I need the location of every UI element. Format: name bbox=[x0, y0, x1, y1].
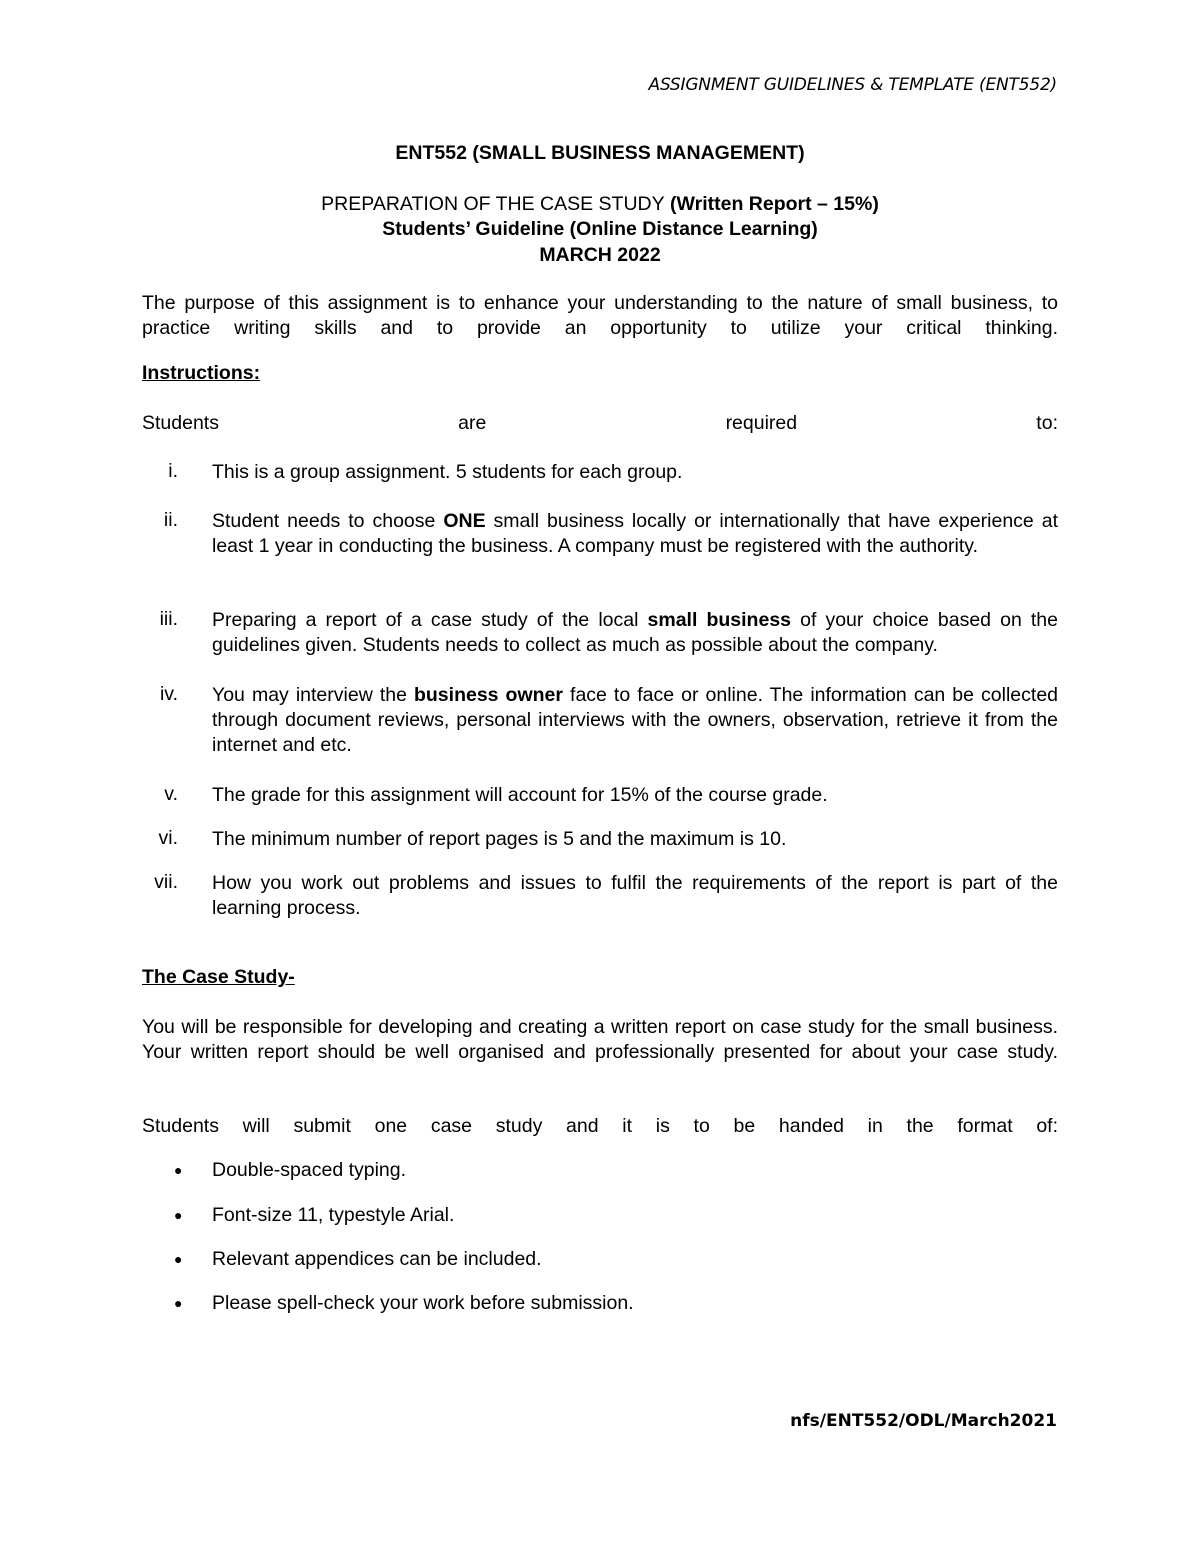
instructions-intro: Students are required to: bbox=[142, 412, 1058, 434]
list-marker: iii. bbox=[159, 608, 178, 630]
list-marker: iv. bbox=[159, 683, 178, 705]
page-footer-code: nfs/ENT552/ODL/March2021 bbox=[790, 1411, 1057, 1431]
instruction-text bbox=[212, 608, 1058, 658]
instruction-text-post: of your choice based on the guidelines given. Students needs to collect as much as possible about the company. bbox=[212, 609, 1058, 656]
case-study-heading: The Case Study- bbox=[142, 966, 295, 988]
instruction-text-emphasis: business owner bbox=[413, 684, 563, 706]
instruction-text-emphasis: ONE bbox=[443, 510, 486, 532]
instruction-text: This is a group assignment. 5 students for each group. bbox=[212, 461, 683, 483]
instruction-text bbox=[212, 509, 1058, 559]
instruction-text bbox=[212, 683, 1058, 758]
instruction-text: How you work out problems and issues to fulfil the requirements of the report is part of the learning process. bbox=[212, 872, 1058, 919]
format-bullet-text: Double-spaced typing. bbox=[212, 1159, 407, 1181]
document-date: MARCH 2022 bbox=[539, 244, 661, 266]
list-marker: vii. bbox=[154, 871, 178, 893]
instruction-text: The grade for this assignment will account for 15% of the course grade. bbox=[212, 784, 828, 806]
document-title bbox=[0, 193, 1200, 216]
instruction-text-pre: Student needs to choose bbox=[212, 510, 444, 532]
bullet-icon: ● bbox=[174, 1251, 183, 1267]
document-subtitle: Students’ Guideline (Online Distance Learning) bbox=[382, 218, 818, 240]
instruction-text-post: small business locally or internationally that have experience at least 1 year in conducting the business. A company must be registered with the authority. bbox=[212, 510, 1058, 557]
instruction-text-emphasis: small business bbox=[647, 609, 792, 631]
bullet-icon: ● bbox=[174, 1162, 183, 1178]
instructions-heading: Instructions: bbox=[142, 362, 261, 384]
instruction-text-pre: You may interview the bbox=[212, 684, 414, 706]
format-bullet-text: Font-size 11, typestyle Arial. bbox=[212, 1204, 455, 1226]
document-title-suffix: (Written Report – 15%) bbox=[664, 193, 879, 215]
instruction-text-pre: Preparing a report of a case study of the local bbox=[212, 609, 648, 631]
instruction-text: The minimum number of report pages is 5 and the maximum is 10. bbox=[212, 828, 787, 850]
list-marker: ii. bbox=[163, 509, 178, 531]
list-marker: i. bbox=[168, 460, 178, 482]
list-marker: vi. bbox=[158, 827, 178, 849]
case-study-paragraph: You will be responsible for developing and creating a written report on case study for the small business. Your written report should be well organised and professionally presented for about your case study. bbox=[142, 1016, 1058, 1063]
format-bullet-text: Please spell-check your work before submission. bbox=[212, 1292, 634, 1314]
format-intro: Students will submit one case study and it is to be handed in the format of: bbox=[142, 1115, 1058, 1137]
format-bullet-text: Relevant appendices can be included. bbox=[212, 1248, 542, 1270]
list-marker: v. bbox=[164, 783, 178, 805]
instruction-text-post: face to face or online. The information can be collected through document reviews, personal interviews with the owners, observation, retrieve it from the internet and etc. bbox=[212, 684, 1059, 756]
purpose-paragraph: The purpose of this assignment is to enhance your understanding to the nature of small business, to practice writing skills and to provide an opportunity to utilize your critical thinking. bbox=[142, 292, 1058, 339]
bullet-icon: ● bbox=[174, 1295, 183, 1311]
bullet-icon: ● bbox=[174, 1207, 183, 1223]
course-title: ENT552 (SMALL BUSINESS MANAGEMENT) bbox=[395, 142, 805, 164]
running-header: ASSIGNMENT GUIDELINES & TEMPLATE (ENT552) bbox=[648, 75, 1057, 95]
document-title-prefix: PREPARATION OF THE CASE STUDY bbox=[321, 193, 665, 215]
